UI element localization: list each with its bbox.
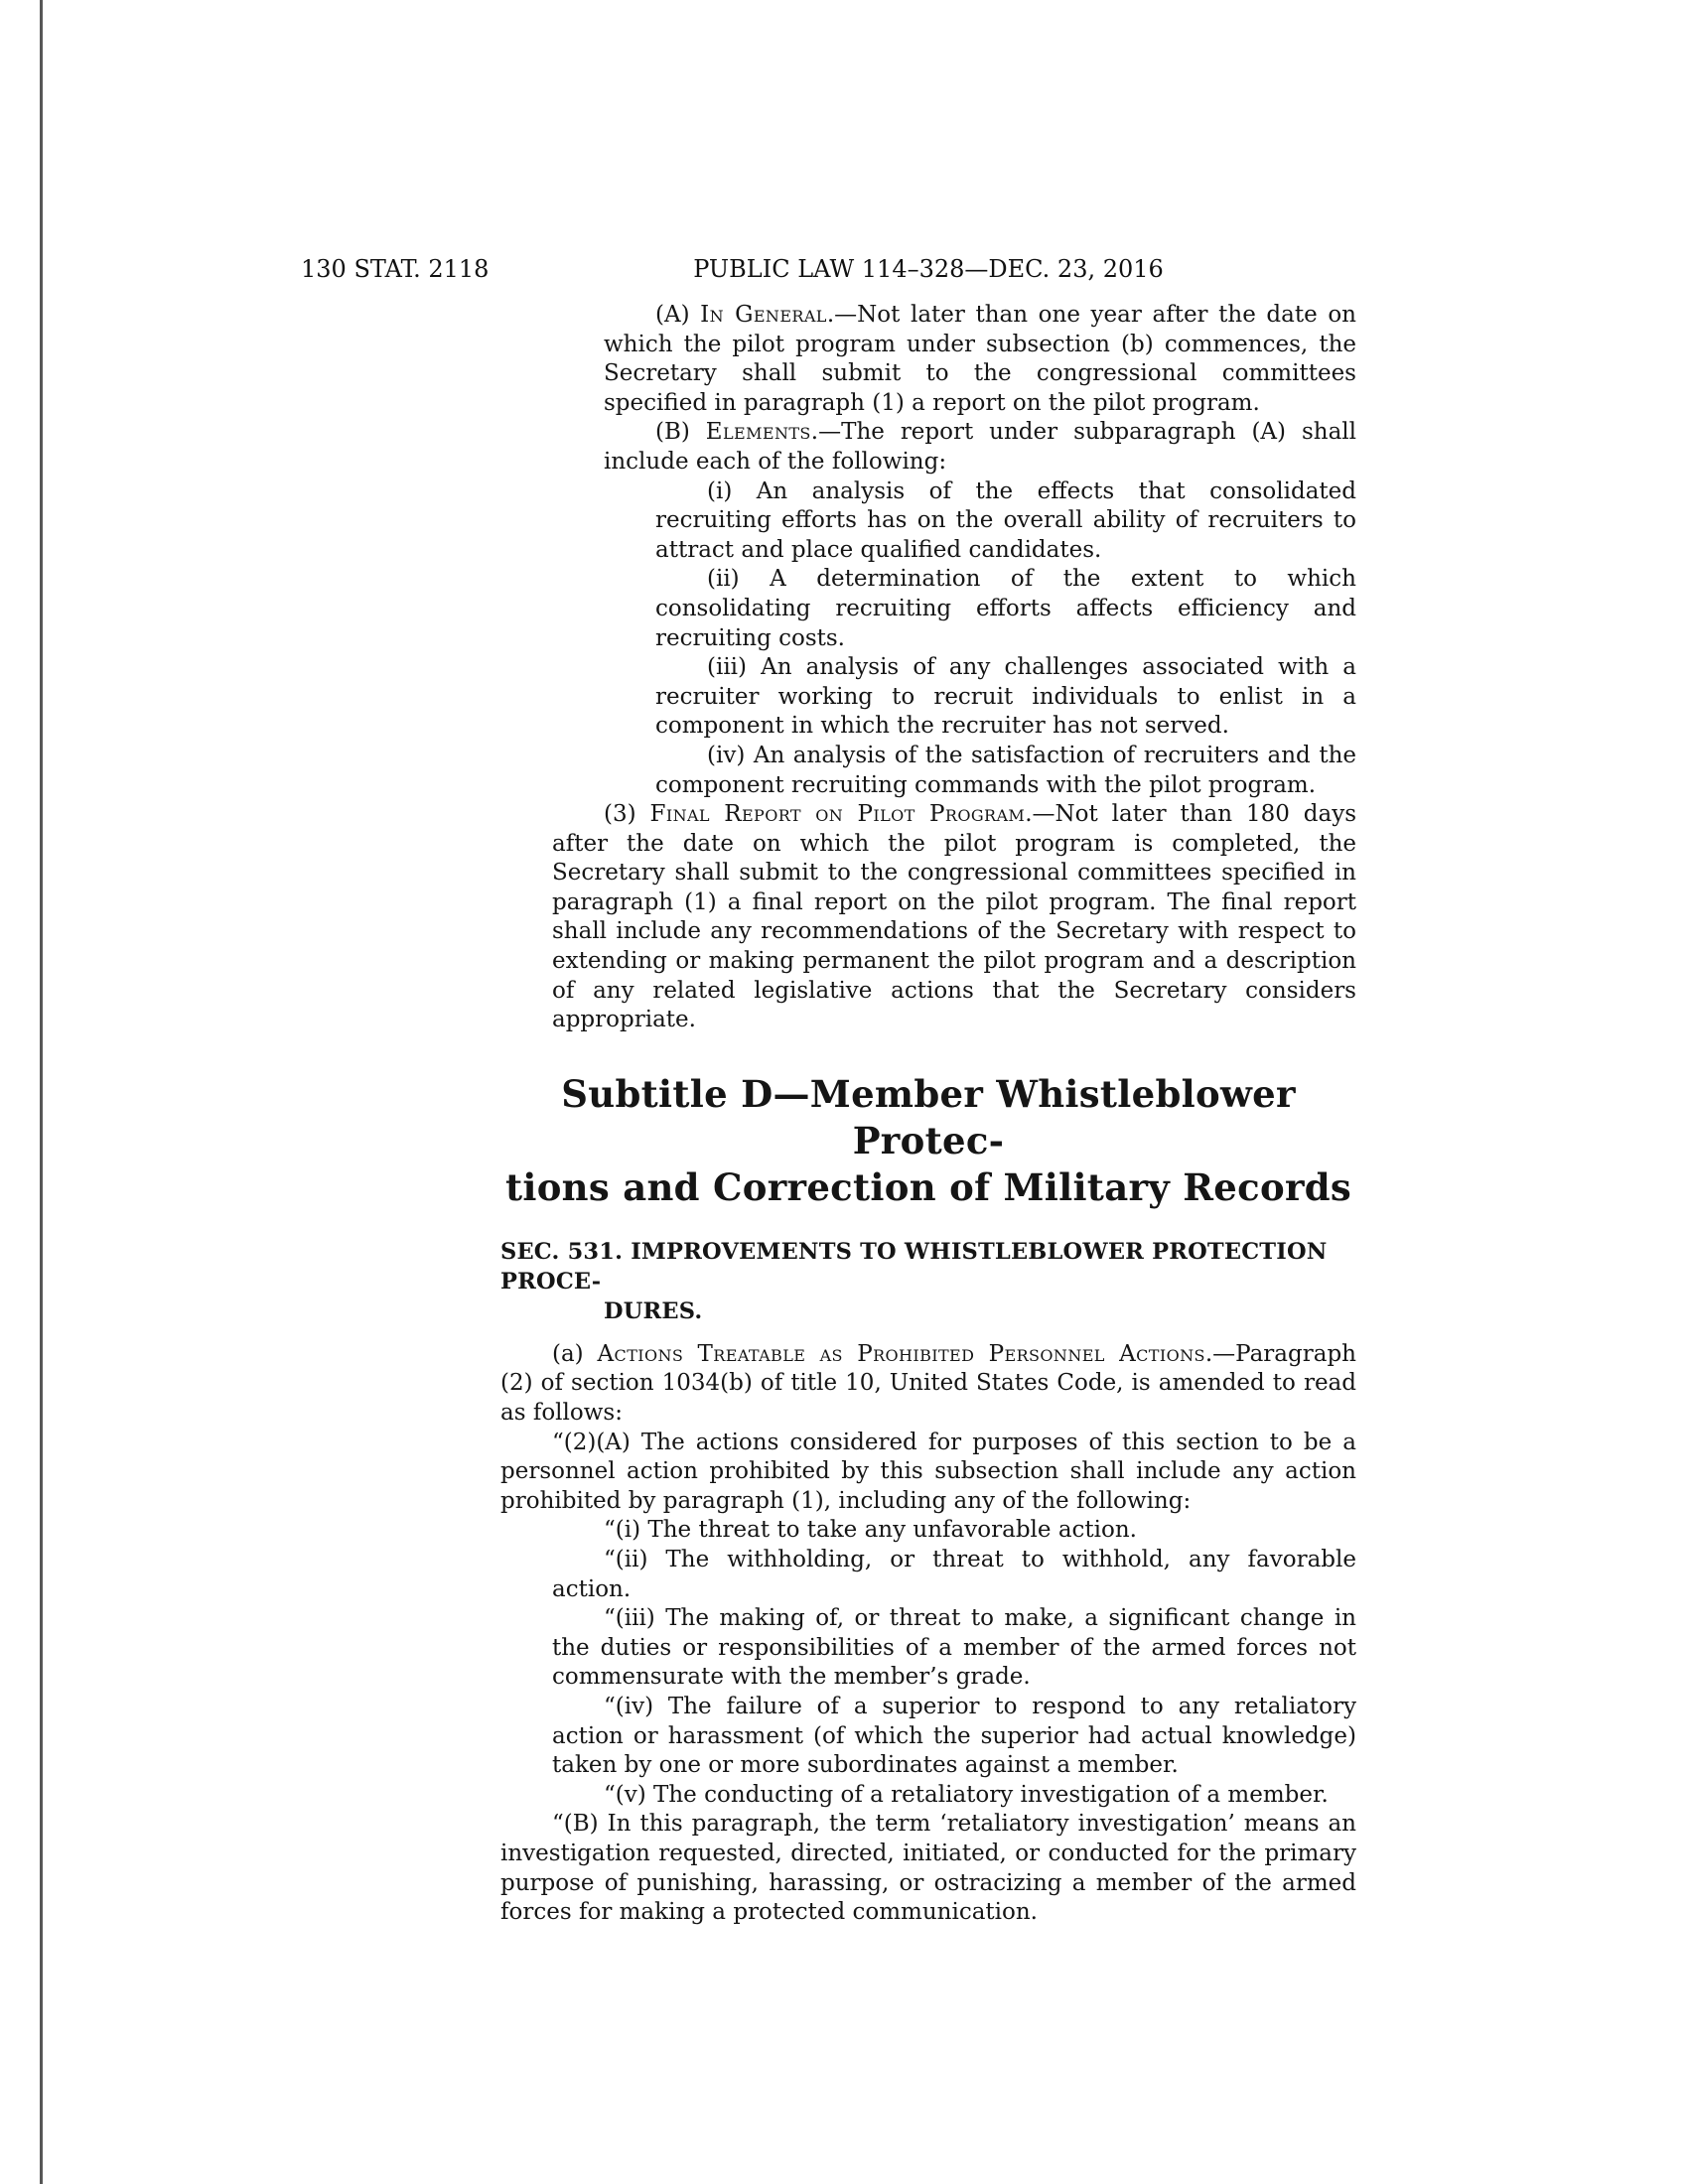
paragraph (655, 565, 1356, 653)
paragraph (552, 1516, 1356, 1546)
heading-line: DURES. (604, 1297, 703, 1324)
stat-page-number: 130 STAT. 2118 (301, 255, 490, 283)
text-run: (a) (552, 1340, 598, 1367)
paragraph (552, 800, 1356, 1035)
text-run: (ii) A determination of the extent to which consolidating recruiting efforts affects efficiency and recruiting costs. (655, 566, 1356, 651)
text-run: (A) (655, 302, 701, 328)
paragraph (655, 653, 1356, 742)
text-run: “(B) In this paragraph, the term ‘retaliatory investigation’ means an investigation requested, directed, initiated, or conducted for the primary purpose of punishing, harassing, or ostracizing a member of the armed forces for making a protected communication. (500, 1811, 1356, 1926)
law-title: PUBLIC LAW 114–328—DEC. 23, 2016 (693, 255, 1164, 283)
paragraph (552, 1693, 1356, 1781)
heading-line: tions and Correction of Military Records (504, 1164, 1352, 1209)
text-run: .—The report under subparagraph (A) shall include each of the following: (604, 419, 1356, 475)
text-run: (iii) An analysis of any challenges associated with a recruiter working to recruit individuals to enlist in a component in which the recruiter has not served. (655, 654, 1356, 740)
paragraph (655, 478, 1356, 566)
text-run: .—Not later than 180 days after the date on which the pilot program is completed, the Secretary shall submit to the congressional committees specified in paragraph (1) a final report on the pilot program. The final report shall include any recommendations of the Secretary with respect to extending or making permanent the pilot program and a description of any related legislative actions that the Secretary considers appropriate. (552, 801, 1356, 1033)
text-run: “(iii) The making of, or threat to make, a significant change in the duties or responsibilities of a member of the armed forces not commensurate with the member’s grade. (552, 1605, 1356, 1691)
small-caps-term: Actions Treatable as Prohibited Personnel Actions (597, 1340, 1205, 1367)
text-run: (B) (655, 419, 706, 446)
paragraph (552, 1781, 1356, 1811)
text-run: “(2)(A) The actions considered for purposes of this section to be a personnel action prohibited by this subsection shall include any action prohibited by paragraph (1), including any of the following: (500, 1429, 1356, 1514)
page-header (0, 254, 1688, 288)
text-run: .—Paragraph (2) of section 1034(b) of title 10, United States Code, is amended to read as follows: (500, 1340, 1356, 1427)
text-run: (iv) An analysis of the satisfaction of recruiters and the component recruiting commands with the pilot program. (655, 742, 1356, 798)
paragraph (552, 1604, 1356, 1693)
section-heading (500, 1237, 1356, 1326)
text-run: (i) An analysis of the effects that consolidated recruiting efforts has on the overall ability of recruiters to attract and place qualified candidates. (655, 478, 1356, 563)
paragraph (604, 301, 1356, 418)
heading-line: SEC. 531. IMPROVEMENTS TO WHISTLEBLOWER PROTECTION PROCE- (500, 1238, 1328, 1295)
paragraph (604, 418, 1356, 477)
bottom-paragraphs (500, 1340, 1356, 1928)
text-run: .—Not later than one year after the date on which the pilot program under subsection (b) commences, the Secretary shall submit to the congressional committees specified in paragraph (1) a report on the pilot program. (604, 302, 1356, 416)
subtitle-heading (500, 1071, 1356, 1211)
scan-edge-line (40, 0, 43, 2184)
text-run: “(v) The conducting of a retaliatory investigation of a member. (604, 1781, 1329, 1808)
small-caps-term: Final Report on Pilot Program (649, 801, 1026, 828)
text-run: “(iv) The failure of a superior to respond to any retaliatory action or harassment (of which the superior had actual knowledge) taken by one or more subordinates against a member. (552, 1693, 1356, 1779)
text-run: “(i) The threat to take any unfavorable action. (604, 1517, 1137, 1544)
top-paragraphs (500, 301, 1356, 1035)
small-caps-term: Elements (705, 419, 811, 446)
small-caps-term: In General (700, 302, 827, 328)
text-run: “(ii) The withholding, or threat to withhold, any favorable action. (552, 1547, 1356, 1602)
statute-body (500, 301, 1356, 1928)
paragraph (500, 1810, 1356, 1927)
paragraph (552, 1546, 1356, 1604)
paragraph (655, 742, 1356, 800)
paragraph (500, 1429, 1356, 1517)
text-run: (3) (604, 801, 650, 828)
heading-line: Subtitle D—Member Whistleblower Protec- (561, 1071, 1296, 1162)
paragraph (500, 1340, 1356, 1429)
